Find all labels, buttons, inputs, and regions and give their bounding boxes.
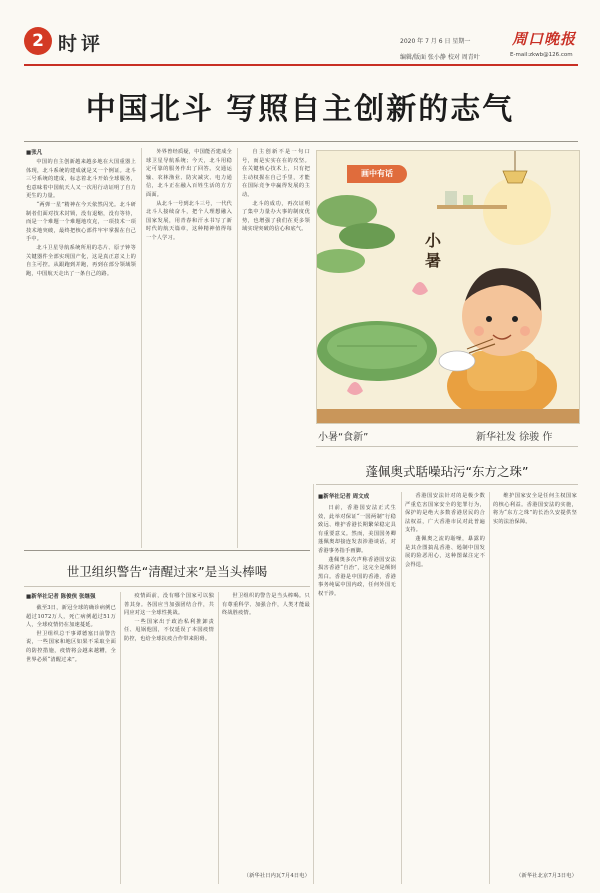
pompeo-paragraph: 蓬佩奥之流的聒噪，暴露的是其企图搞乱香港、遏制中国发展的险恶用心，这种图谋注定不会得逞。 <box>405 535 485 568</box>
lead-paragraph: “两弹一星”精神在今天依然闪光。北斗研制者们面对技术封锁，没有退缩，没有等待，而是一个难题一个难题地攻克，一项技术一项技术地突破，最终把核心部件牢牢掌握在自己手中。 <box>26 201 136 243</box>
pompeo-headline-rule <box>316 484 578 485</box>
column-divider <box>141 148 142 548</box>
lead-paragraph: 外界曾经质疑，中国能否建成全球卫星导航系统；今天，北斗用稳定可靠的服务作出了回答。交通运输、农林渔业、防灾减灾、电力通信，北斗正在融入百姓生活的方方面面。 <box>146 149 232 198</box>
who-footer: （新华社日内瓦7月4日电） <box>243 873 310 879</box>
masthead-rule <box>24 64 578 66</box>
column-divider <box>237 148 238 548</box>
pompeo-paragraph: 维护国家安全是任何主权国家的核心利益。香港国安法的实施，将为“东方之珠”的长治久安提供坚实的法治保障。 <box>493 493 577 525</box>
pompeo-footer: （新华社北京7月3日电） <box>516 873 577 879</box>
pompeo-column-2 <box>405 492 485 884</box>
date-line: 2020 年 7 月 6 日 星期一 <box>400 38 471 45</box>
pompeo-column-1 <box>318 504 396 884</box>
who-column-3 <box>222 592 310 872</box>
lead-column-3 <box>242 148 310 548</box>
email-address: E-mail:zkwb@126.com <box>510 52 573 58</box>
cartoon-illustration <box>317 151 579 423</box>
pompeo-byline: ■新华社记者 周文成 <box>318 494 370 500</box>
who-column-1 <box>26 604 116 884</box>
who-paragraph: 世卫组织的警告是当头棒喝。只有尊重科学、加强合作，人类才能最终战胜疫情。 <box>222 593 310 617</box>
column-divider <box>401 492 402 884</box>
lead-author-tag: ■张凡 <box>26 150 43 156</box>
section-rule <box>24 550 310 551</box>
who-paragraph: 截至3日，新冠全球的确诊病例已超过1072万人，死亡病例超过51万人，全球疫情仍在加速蔓延。 <box>26 605 116 629</box>
column-divider <box>218 592 219 884</box>
column-divider <box>120 592 121 884</box>
cartoon-badge: 画中有话 <box>347 165 407 183</box>
who-paragraph: 一些国家出于政治私利推卸责任、甩锅他国，不仅延误了本国疫情防控，也给全球抗疫合作带来阻碍。 <box>124 618 214 642</box>
pompeo-paragraph: 蓬佩奥多次声称香港国安法损害香港“自治”，这完全是颠倒黑白。香港是中国的香港，香港事务纯属中国内政，任何外国无权干涉。 <box>318 556 396 597</box>
lead-paragraph: 自主创新不是一句口号，而是实实在在的攻坚。在关键核心技术上，只有把主动权握在自己手里，才能在国际竞争中赢得发展的主动。 <box>242 149 310 198</box>
cartoon-caption: 小暑“食新” <box>318 432 369 443</box>
section-title: 时评 <box>58 33 105 55</box>
lead-paragraph: 北斗的成功，再次证明了集中力量办大事的制度优势，也增强了我们在更多领域实现突破的信心和底气。 <box>242 200 310 233</box>
lead-paragraph: 北斗卫星导航系统所用的芯片、原子钟等关键器件全部实现国产化，这是真正意义上的自主可控。从跟跑到并跑，再到在部分领域领跑，中国航天走出了一条自己的路。 <box>26 244 136 277</box>
who-paragraph: 世卫组织总干事谭德塞日前警告说，一些国家和地区如果不采取全面的防控措施，疫情将会越来越糟，全世界必须“清醒过来”。 <box>26 630 116 663</box>
cartoon-credit: 新华社发 徐骏 作 <box>476 432 553 443</box>
cartoon-panel <box>316 150 580 424</box>
column-divider <box>313 484 314 884</box>
cartoon-title-vertical: 小暑 <box>425 231 442 270</box>
lead-paragraph: 从北斗一号到北斗三号，一代代北斗人接续奋斗，把个人理想融入国家发展，用青春和汗水书写了新时代的航天篇章，这种精神值得每一个人学习。 <box>146 200 232 241</box>
lead-column-1 <box>26 158 136 548</box>
lead-column-2 <box>146 148 232 548</box>
column-divider <box>489 492 490 884</box>
who-column-2 <box>124 592 214 884</box>
main-headline: 中国北斗 写照自主创新的志气 <box>85 92 515 127</box>
editor-credits: 编辑/版面 张小静 校对 周青叶 <box>400 54 480 61</box>
pompeo-paragraph: 香港国安法针对的是极少数严重危害国家安全的犯罪行为，保护的是绝大多数香港居民的合法权益，广大香港市民对此普遍支持。 <box>405 493 485 534</box>
who-byline: ■新华社记者 陈俊侠 张继强 <box>26 594 96 600</box>
who-paragraph: 疫情面前，没有哪个国家可以独善其身。各国应当加强团结合作，共同应对这一全球性挑战。 <box>124 593 214 617</box>
page-number-badge: 2 <box>24 27 52 55</box>
cartoon-rule <box>316 446 578 447</box>
who-headline-rule <box>24 586 310 587</box>
who-headline: 世卫组织警告“清醒过来”是当头棒喝 <box>66 564 268 579</box>
pompeo-column-3 <box>493 492 577 862</box>
pompeo-paragraph: 日前，香港国安法正式生效，此举对保证“一国两制”行稳致远、维护香港长期繁荣稳定具有重要意义。然而，美国国务卿蓬佩奥却接连发表涉港谈话，对香港事务指手画脚。 <box>318 505 396 554</box>
pompeo-headline: 蓬佩奥式聒噪玷污“东方之珠” <box>365 464 529 479</box>
lead-paragraph: 中国的自主创新越来越多地在大国重器上体现，北斗系统的建成就是又一个例证。北斗三号系统的建成，标志着北斗开始全球服务，也意味着中国航天人又一次用行动证明了自力更生的力量。 <box>26 159 136 200</box>
newspaper-logo: 周口晚报 <box>512 30 577 48</box>
headline-rule <box>24 141 578 142</box>
masthead <box>0 0 600 72</box>
